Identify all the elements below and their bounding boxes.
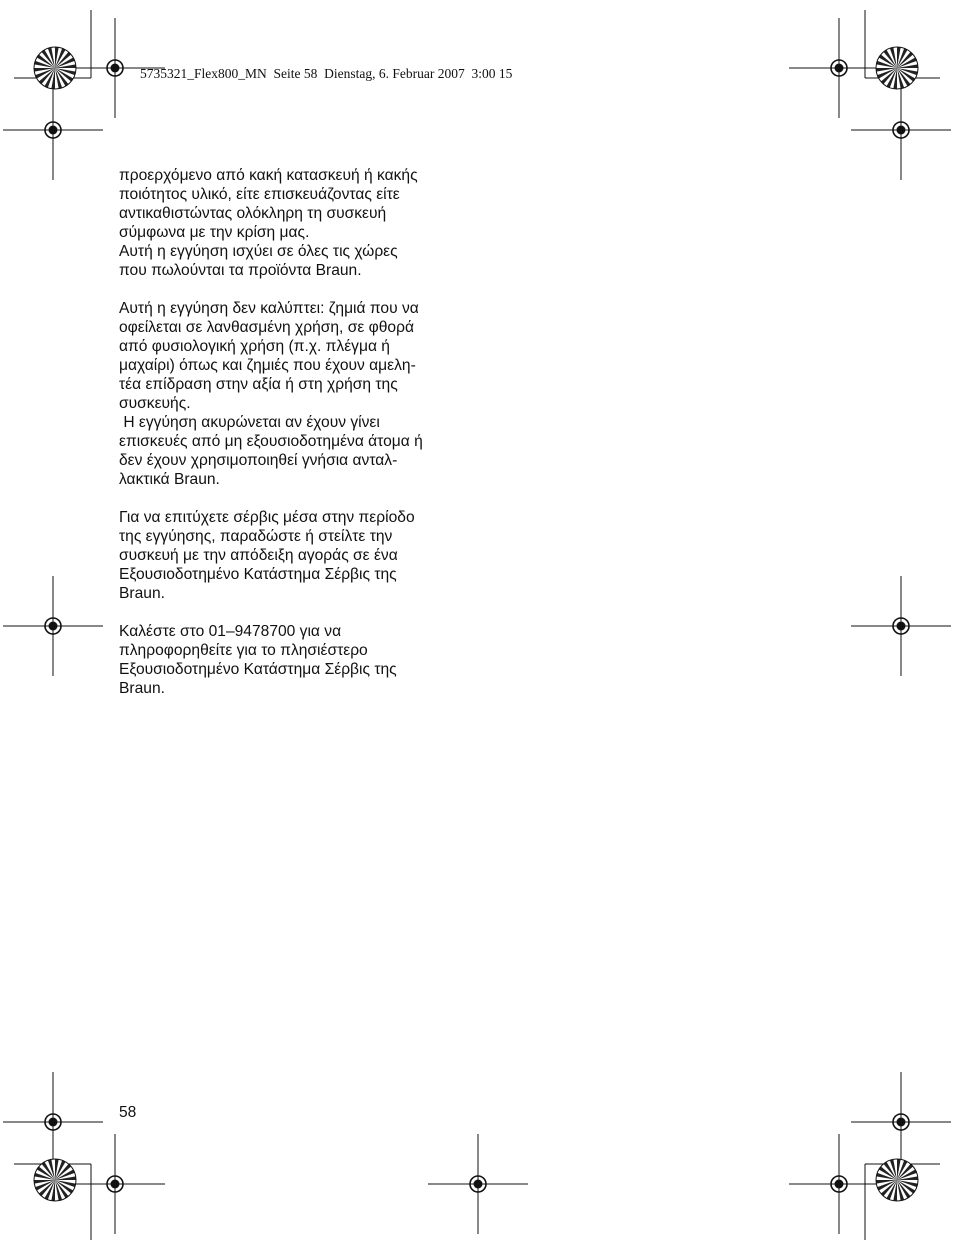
color-target-mark: [34, 1159, 76, 1201]
text-line: Για να επιτύχετε σέρβις μέσα στην περίοδο: [119, 509, 415, 526]
text-line: Αυτή η εγγύηση ισχύει σε όλες τις χώρες: [119, 243, 398, 260]
text-line: Καλέστε στο 01–9478700 για να: [119, 623, 342, 640]
text-line: οφείλεται σε λανθασμένη χρήση, σε φθορά: [119, 319, 414, 336]
body-paragraph: [119, 508, 479, 603]
text-line: δεν έχουν χρησιμοποιηθεί γνήσια ανταλ-: [119, 452, 398, 469]
text-line: ποιότητος υλικό, είτε επισκευάζοντας είτε: [119, 186, 400, 203]
text-line: συσκευή με την απόδειξη αγοράς σε ένα: [119, 547, 398, 564]
text-line: που πωλούνται τα προϊόντα Braun.: [119, 262, 362, 279]
color-target-mark: [34, 47, 76, 89]
text-line: από φυσιολογική χρήση (π.χ. πλέγμα ή: [119, 338, 390, 355]
text-line: Αυτή η εγγύηση δεν καλύπτει: ζημιά που να: [119, 300, 419, 317]
body-paragraph: [119, 166, 479, 280]
print-slug: 5735321_Flex800_MN Seite 58 Dienstag, 6. Februar 2007 3:00 15: [140, 66, 513, 81]
text-line: σύμφωνα με την κρίση μας.: [119, 224, 310, 241]
text-line: αντικαθιστώντας ολόκληρη τη συσκευή: [119, 205, 387, 222]
color-target-mark: [876, 47, 918, 89]
text-line: προερχόμενο από κακή κατασκευή ή κακής: [119, 167, 418, 184]
text-line: συσκευής.: [119, 395, 191, 412]
text-line: Εξουσιοδοτημένο Κατάστημα Σέρβις της: [119, 661, 397, 678]
registration-mark: [789, 1134, 889, 1234]
registration-mark: [3, 576, 103, 676]
text-line: πληροφορηθείτε για το πλησιέστερο: [119, 642, 368, 659]
body-paragraph: [119, 299, 479, 489]
registration-mark: [65, 1134, 165, 1234]
registration-mark: [789, 18, 889, 118]
text-line: λακτικά Braun.: [119, 471, 220, 488]
body-paragraph: [119, 622, 479, 698]
registration-mark: [3, 80, 103, 180]
text-line: Η εγγύηση ακυρώνεται αν έχουν γίνει: [119, 414, 380, 431]
page-number: 58: [119, 1104, 137, 1121]
text-line: τέα επίδραση στην αξία ή στη χρήση της: [119, 376, 398, 393]
text-line: Braun.: [119, 585, 165, 602]
text-line: Braun.: [119, 680, 165, 697]
registration-mark: [851, 80, 951, 180]
registration-mark: [428, 1134, 528, 1234]
registration-mark: [851, 576, 951, 676]
color-target-mark: [876, 1159, 918, 1201]
registration-mark: [3, 1072, 103, 1172]
warranty-text: [119, 166, 479, 717]
text-line: της εγγύησης, παραδώστε ή στείλτε την: [119, 528, 393, 545]
text-line: μαχαίρι) όπως και ζημιές που έχουν αμελη-: [119, 357, 416, 374]
text-line: επισκευές από μη εξουσιοδοτημένα άτομα ή: [119, 433, 423, 450]
registration-mark: [851, 1072, 951, 1172]
text-line: Εξουσιοδοτημένο Κατάστημα Σέρβις της: [119, 566, 397, 583]
